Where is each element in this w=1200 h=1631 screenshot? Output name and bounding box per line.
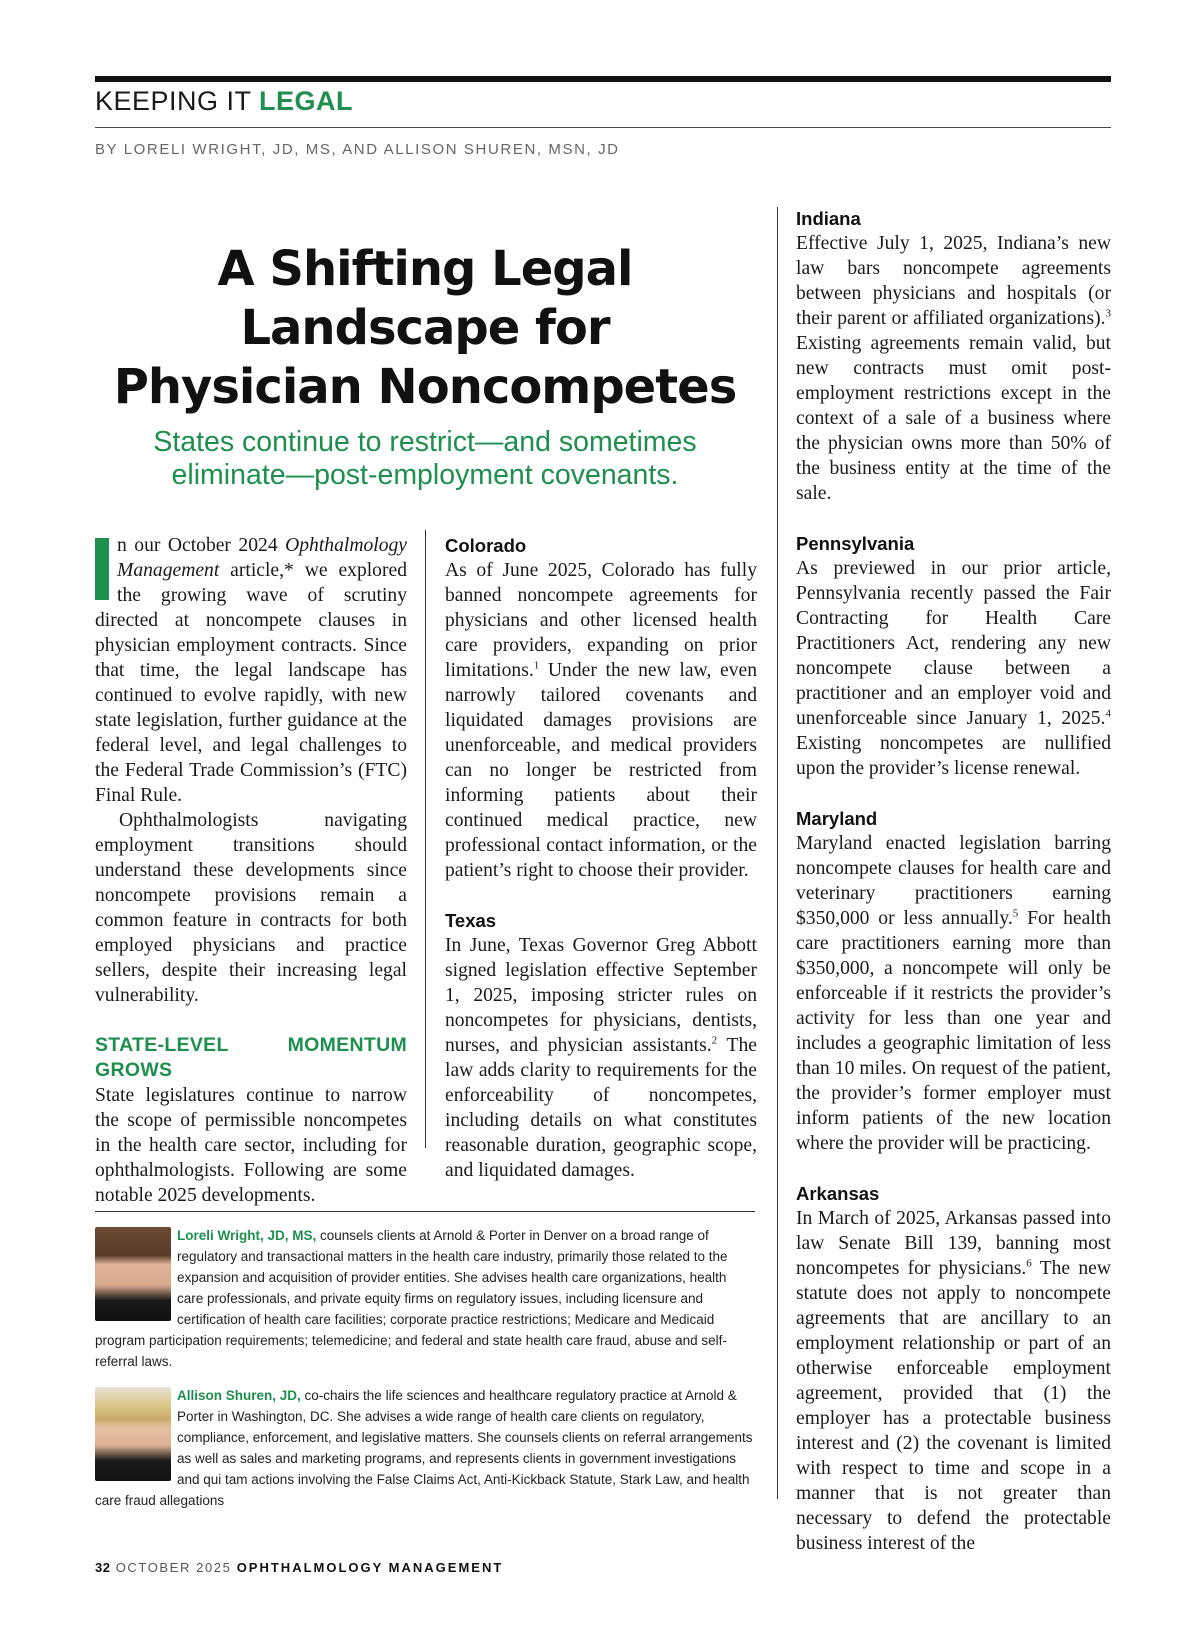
footnote-ref: 1 [533, 659, 540, 672]
dek-line: eliminate—post-employment covenants. [171, 459, 679, 491]
publication-name: Ophthalmology Management [117, 535, 407, 581]
headline-line: A Shifting Legal [217, 241, 633, 297]
column-divider [425, 530, 426, 1148]
author-name: Allison Shuren, JD, [177, 1388, 301, 1403]
section-rule [95, 127, 1111, 128]
intro-paragraph: n our October 2024 Ophthalmology Management article,* we explored the growing wave of scrutiny directed at noncompete clauses in physician employment contracts. Since that time, the legal landscape has continued to evolve rapidly, with new state legislation, further guidance at the federal level, and legal challenges to the Federal Trade Commission’s (FTC) Final Rule. [95, 535, 407, 806]
texas-paragraph: In June, Texas Governor Greg Abbott signed legislation effective September 1, 2025, imposing stricter rules on noncompetes for physicians, dentists, nurses, and physician assistants.$^2$ The law adds clarity to requirements for the enforceability of noncompetes, including details on what constitutes reasonable duration, geographic scope, and liquidated damages. [445, 935, 757, 1181]
intro-paragraph-2: Ophthalmologists navigating employment transitions should understand these developments since noncompete provisions remain a common feature in contracts for both employed physicians and practice sellers, despite their increasing legal vulnerability. [95, 810, 407, 1006]
author-bio [95, 1385, 755, 1511]
state-intro-paragraph: State legislatures continue to narrow the scope of permissible noncompetes in the health care sector, including for ophthalmologists. Following are some notable 2025 developments. [95, 1085, 407, 1206]
bio-divider [95, 1211, 755, 1212]
article-dek [95, 426, 755, 492]
column-3 [796, 206, 1111, 1556]
footnote-ref: 2 [711, 1034, 718, 1047]
author-photo [95, 1227, 171, 1321]
texas-heading: Texas [445, 910, 497, 931]
author-bio-text: co-chairs the life sciences and healthcare regulatory practice at Arnold & Porter in Washington, DC. She advises a wide range of health care clients on regulatory, compliance, enforcement, and legislative matters. She counsels clients on referral arrangements as well as sales and marketing programs, and represents clients in government investigations and qui tam actions involving the False Claims Act, Anti-Kickback Statute, Stark Law, and health care fraud allegations [95, 1388, 753, 1508]
author-bio-text: counsels clients at Arnold & Porter in Denver on a broad range of regulatory and transactional matters in the health care industry, primarily those related to the expansion and acquisition of provider entities. She advises health care organizations, health care professionals, and private equity firms on regulatory issues, including licensure and certification of health care facilities; corporate practice restrictions; Medicare and Medicaid program participation requirements; telemedicine; and federal and state health care fraud, abuse and self-referral laws. [95, 1228, 728, 1369]
page-footer [95, 1560, 503, 1575]
arkansas-paragraph: In March of 2025, Arkansas passed into law Senate Bill 139, banning most noncompetes for physicians.$^6$ The new statute does not apply to noncompete agreements that are ancillary to an employment relationship or part of an otherwise enforceable employment agreement, provided that (1) the employer has a protectable business interest and (2) the covenant is limited with respect to time and scope in a manner that is not greater than necessary to defend the protectable business interest of the [796, 1208, 1111, 1554]
magazine-name: OPHTHALMOLOGY MANAGEMENT [236, 1560, 504, 1575]
author-bio [95, 1225, 755, 1372]
footnote-ref: 5 [1012, 907, 1019, 920]
page-number: 32 [95, 1560, 111, 1575]
author-name: Loreli Wright, JD, MS, [177, 1228, 317, 1243]
column-1 [95, 533, 407, 1208]
footnote-ref: 3 [1105, 307, 1111, 320]
section-prefix: KEEPING IT [95, 86, 260, 116]
indiana-paragraph: Effective July 1, 2025, Indiana’s new law bars noncompete agreements between physicians and hospitals (or their parent or affiliated organizations).$^3$ Existing agreements remain valid, but new contracts must omit post-employment restrictions except in the context of a sale of a business where the physician owns more than 50% of the business entity at the time of the sale. [796, 233, 1111, 504]
article-headline [95, 240, 755, 417]
footnote-ref: 6 [1026, 1257, 1032, 1270]
section-heading: STATE-LEVEL MOMENTUM GROWS [95, 1034, 407, 1081]
dek-line: States continue to restrict—and sometimes [153, 426, 697, 458]
maryland-heading: Maryland [796, 808, 878, 829]
drop-cap-i [95, 538, 109, 600]
column-divider [777, 207, 778, 1499]
byline: BY LORELI WRIGHT, JD, MS, AND ALLISON SHUREN, MSN, JD [95, 141, 620, 158]
section-emphasis: LEGAL [259, 86, 354, 116]
pennsylvania-paragraph: As previewed in our prior article, Pennsylvania recently passed the Fair Contracting for Health Care Practitioners Act, rendering any new noncompete clause between a practitioner and an employer void and unenforceable since January 1, 2025.$^4$ Existing noncompetes are nullified upon the provider’s license renewal. [796, 558, 1111, 779]
column-2 [445, 533, 757, 1183]
maryland-paragraph: Maryland enacted legislation barring noncompete clauses for health care and veterinary practitioners earning $350,000 or less annually.$^5$ For health care practitioners earning more than $350,000, a noncompete will only be enforceable if it restricts the provider’s activity for less than one year and includes a geographic limitation of less than 10 miles. On request of the patient, the provider’s former employer must inform patients of the new location where the provider will be practicing. [796, 833, 1112, 1154]
headline-line: Landscape for [240, 300, 610, 356]
footnote-ref: 4 [1105, 707, 1111, 720]
arkansas-heading: Arkansas [796, 1183, 880, 1204]
section-title [95, 86, 353, 117]
colorado-paragraph: As of June 2025, Colorado has fully banned noncompete agreements for physicians and other licensed health care providers, expanding on prior limitations.$^1$ Under the new law, even narrowly tailored covenants and liquidated damages provisions are unenforceable, and medical providers can no longer be restricted from informing patients about their continued medical practice, new professional contact information, or the patient’s right to choose their provider. [445, 560, 757, 881]
author-photo [95, 1387, 171, 1481]
pennsylvania-heading: Pennsylvania [796, 533, 915, 554]
headline-line: Physician Noncompetes [113, 359, 737, 415]
indiana-heading: Indiana [796, 208, 861, 229]
issue-date: OCTOBER 2025 [115, 1560, 232, 1575]
top-rule [95, 76, 1111, 82]
colorado-heading: Colorado [445, 535, 527, 556]
